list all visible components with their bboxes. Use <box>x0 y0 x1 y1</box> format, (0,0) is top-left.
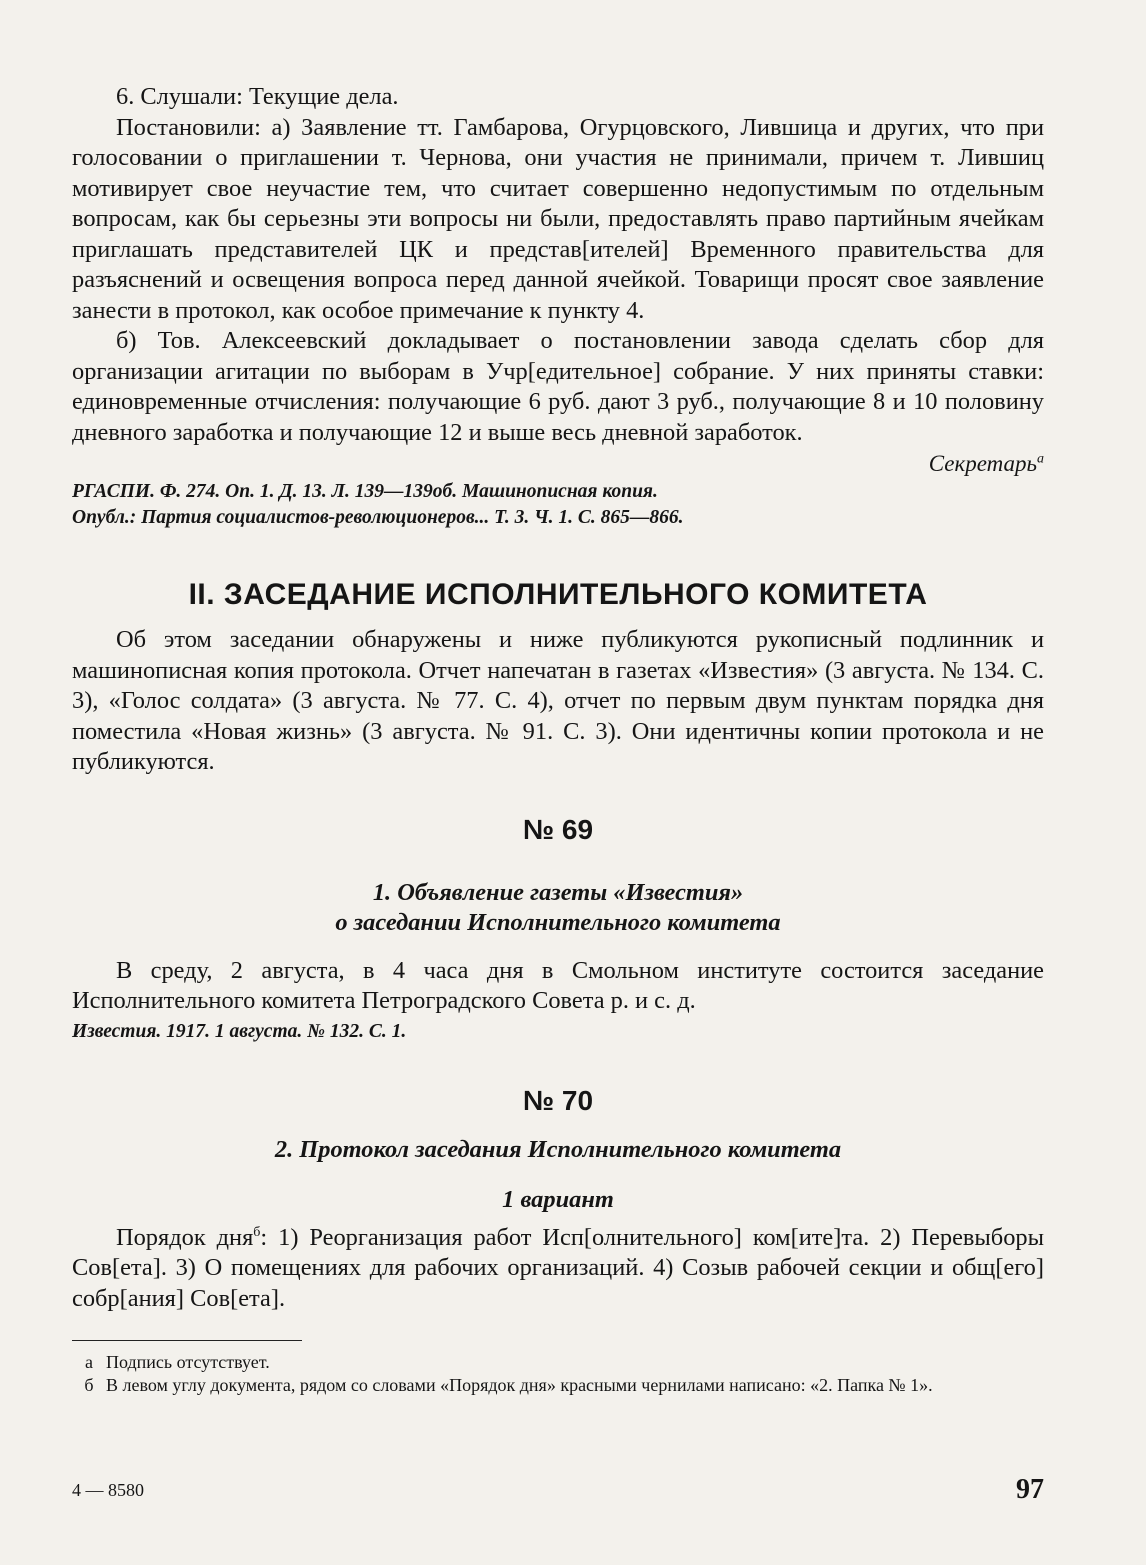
footnote-a-text: Подпись отсутствует. <box>106 1352 270 1372</box>
section-heading: II. ЗАСЕДАНИЕ ИСПОЛНИТЕЛЬНОГО КОМИТЕТА <box>188 578 928 611</box>
footnote-a <box>72 1351 1044 1374</box>
doc69-source: Известия. 1917. 1 августа. № 132. С. 1. <box>72 1020 407 1042</box>
page-number: 97 <box>1016 1474 1044 1505</box>
doc70-number: № 70 <box>522 1084 594 1116</box>
footnote-b-text: В левом углу документа, рядом со словами «Порядок дня» красными чернилами написано: «2. Папка № 1». <box>106 1375 933 1395</box>
secretary-footnote-mark: а <box>1037 451 1044 467</box>
doc69-number: № 69 <box>522 813 594 845</box>
doc70-variant: 1 вариант <box>502 1185 614 1213</box>
section-intro: Об этом заседании обнаружены и ниже публикуются рукописный подлинник и машинописная копия протокола. Отчет напечатан в газетах «Известия» (3 августа. № 134. С. 3), «Голос солдата» (3 августа. № 77. С. 4), отчет по первым двум пунктам порядка дня поместила «Новая жизнь» (3 августа. № 91. С. 3). Они идентичны копии протокола и не публикуются. <box>72 626 1044 775</box>
secretary-label: Секретарь <box>928 451 1037 476</box>
agenda-items: : 1) Реорганизация работ Исп[олнительного] ком[ите]та. 2) Перевыборы Сов[ета]. 3) О помещениях для рабочих организаций. 4) Созыв рабочей секции и общ[его] собр[ания] Сов[ета]. <box>72 1223 1044 1312</box>
footnote-b <box>72 1374 1044 1397</box>
doc69-title-line1: 1. Объявление газеты «Известия» <box>372 878 744 906</box>
footnote-a-mark: а <box>85 1352 93 1372</box>
published-source: Опубл.: Партия социалистов-революционеров... Т. 3. Ч. 1. С. 865—866. <box>72 507 684 528</box>
agenda-lead: Порядок дня <box>116 1223 254 1251</box>
decided-b-paragraph: б) Тов. Алексеевский докладывает о постановлении завода сделать сбор для организации агитации по выборам в Учр[едительное] собрание. У них приняты ставки: единовременные отчисления: получающие 6 руб. дают 3 руб., получающие 8 и 10 половину дневного заработка и получающие 12 и выше весь дневной заработок. <box>72 327 1044 446</box>
printer-signature: 4 — 8580 <box>72 1480 144 1500</box>
page-content <box>72 82 1044 1397</box>
doc70-agenda <box>72 1223 1044 1315</box>
secretary-signature <box>72 449 1044 479</box>
archive-source: РГАСПИ. Ф. 274. Оп. 1. Д. 13. Л. 139—139об. Машинописная копия. <box>72 481 658 502</box>
doc69-title-line2: о заседании Исполнительного комитета <box>335 908 781 936</box>
agenda-footnote-mark: б <box>253 1224 261 1240</box>
page-footer <box>72 1474 1044 1514</box>
doc69-text: В среду, 2 августа, в 4 часа дня в Смольном институте состоится заседание Исполнительного комитета Петроградского Совета р. и с. д. <box>72 956 1044 1014</box>
doc70-title: 2. Протокол заседания Исполнительного комитета <box>274 1135 842 1163</box>
decided-a-paragraph: Постановили: а) Заявление тт. Гамбарова, Огурцовского, Лившица и других, что при голосовании о приглашении т. Чернова, они участия не принимали, причем т. Лившиц мотивирует свое неучастие тем, что считает совершенно недопустимым по отдельным вопросам, как бы серьезны эти вопросы ни были, предоставлять право партийным ячейкам приглашать представителей ЦК и представ[ителей] Временного правительства для разъяснений и освещения вопроса перед данной ячейкой. Товарищи просят свое заявление занести в протокол, как особое примечание к пункту 4. <box>72 113 1044 324</box>
footnote-b-mark: б <box>84 1375 94 1395</box>
item6-heard: 6. Слушали: Текущие дела. <box>116 83 399 110</box>
